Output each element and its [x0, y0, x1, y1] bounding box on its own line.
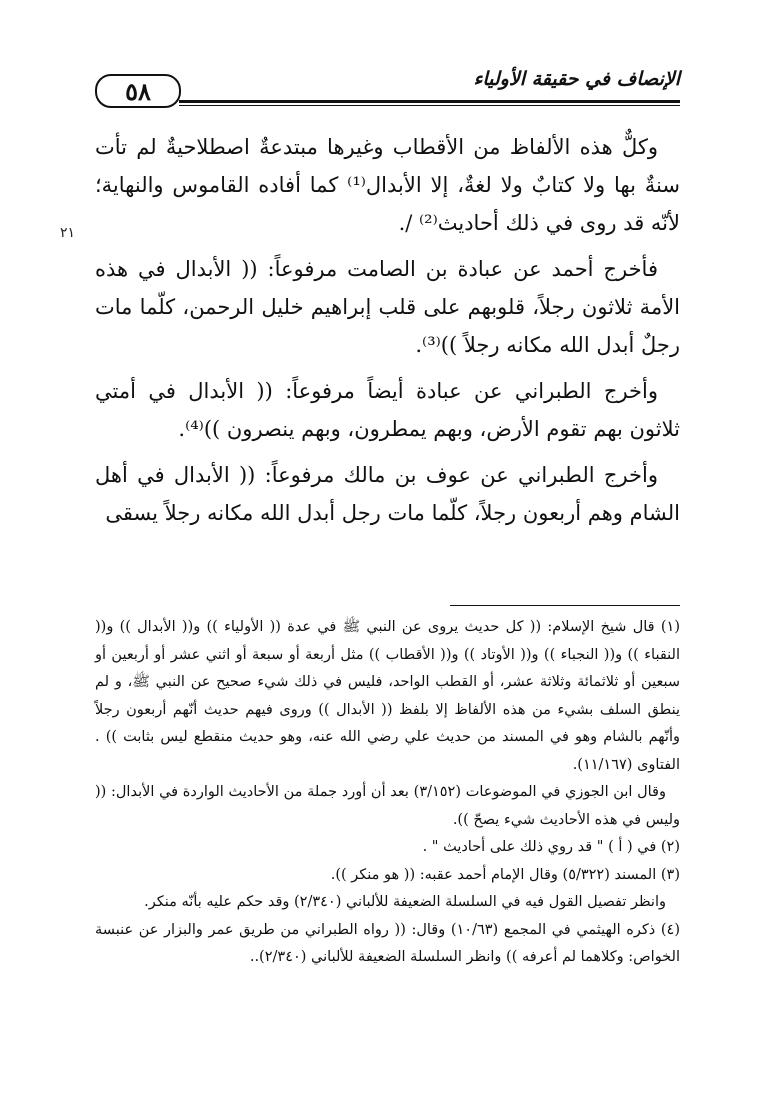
page-number: ٥٨ — [95, 74, 181, 108]
header-rule-thin — [179, 105, 680, 106]
paragraph: وأخرج الطبراني عن عبادة أيضاً مرفوعاً: (( الأبدال في أمتي ثلاثون بهم تقوم الأرض، وبهم يمطرون، وبهم ينصرون ))⁽⁴⁾. — [95, 379, 680, 441]
main-text — [95, 128, 680, 540]
footnote-3-continued: وانظر تفصيل القول فيه في السلسلة الضعيفة للألباني (٢/٣٤٠) وقد حكم عليه بأنّه منكر. — [144, 894, 666, 910]
paragraph: وأخرج الطبراني عن عوف بن مالك مرفوعاً: (( الأبدال في أهل الشام وهم أربعون رجلاً، كلّما مات رجل أبدل الله مكانه رجلاً يسقى — [95, 463, 680, 525]
running-title: الإنصاف في حقيقة الأولياء — [473, 68, 680, 90]
footnote-2: (٢) في ( أ ) " قد روي ذلك على أحاديث " . — [422, 839, 680, 855]
header-rule-thick — [179, 100, 680, 103]
page-header — [95, 60, 680, 120]
footnotes — [95, 614, 680, 972]
margin-note: ٢١ — [60, 225, 76, 241]
footnote-3: (٣) المسند (٥/٣٢٢) وقال الإمام أحمد عقبه: (( هو منكر )). — [330, 866, 680, 883]
footnote-4: (٤) ذكره الهيثمي في المجمع (١٠/٦٣) وقال: (( رواه الطبراني من طريق عمر والبزار عن عنبسة الخواص: وكلاهما لم أعرفه )) وانظر السلسلة الضعيفة للألباني (٢/٣٤٠).. — [95, 921, 680, 965]
footnote-1: (١) قال شيخ الإسلام: (( كل حديث يروى عن النبي ﷺ في عدة (( الأولياء )) و(( الأبدال )) و(( النقباء )) و(( النجباء )) و(( الأوتاد )) و(( الأقطاب )) مثل أربعة أو سبعة أو اثني عشر أو أربعين أو سبعين أو ثلاثمائة وثلاثة عشر، أو القطب الواحد، فليس في ذلك شيء صحيح عن النبي ﷺ، و لم ينطق السلف بشيء من هذه الألفاظ إلا بلفظ (( الأبدال )) وروى فيهم حديث أنّهم أربعون رجلاً وأنّهم بالشام وهو في المسند من حديث علي رضي الله عنه، وهو حديث منقطع ليس بثابت )) . الفتاوى (١١/١٦٧). — [95, 619, 680, 773]
footnote-separator — [450, 605, 680, 606]
footnote-1-continued: وقال ابن الجوزي في الموضوعات (٣/١٥٢) بعد أن أورد جملة من الأحاديث الواردة في الأبدال: (( وليس في هذه الأحاديث شيء يصحّ )). — [95, 784, 680, 828]
paragraph: فأخرج أحمد عن عبادة بن الصامت مرفوعاً: (( الأبدال في هذه الأمة ثلاثون رجلاً، قلوبهم على قلب إبراهيم خليل الرحمن، كلّما مات رجلٌ أبدل الله مكانه رجلاً ))⁽³⁾. — [95, 257, 680, 357]
paragraph: وكلٌّ هذه الألفاظ من الأقطاب وغيرها مبتدعةٌ اصطلاحيةٌ لم تأت سنةٌ بها ولا كتابٌ ولا لغةٌ، إلا الأبدال⁽¹⁾ كما أفاده القاموس والنهاية؛ لأنّه قد روى في ذلك أحاديث⁽²⁾ /. — [95, 135, 680, 235]
